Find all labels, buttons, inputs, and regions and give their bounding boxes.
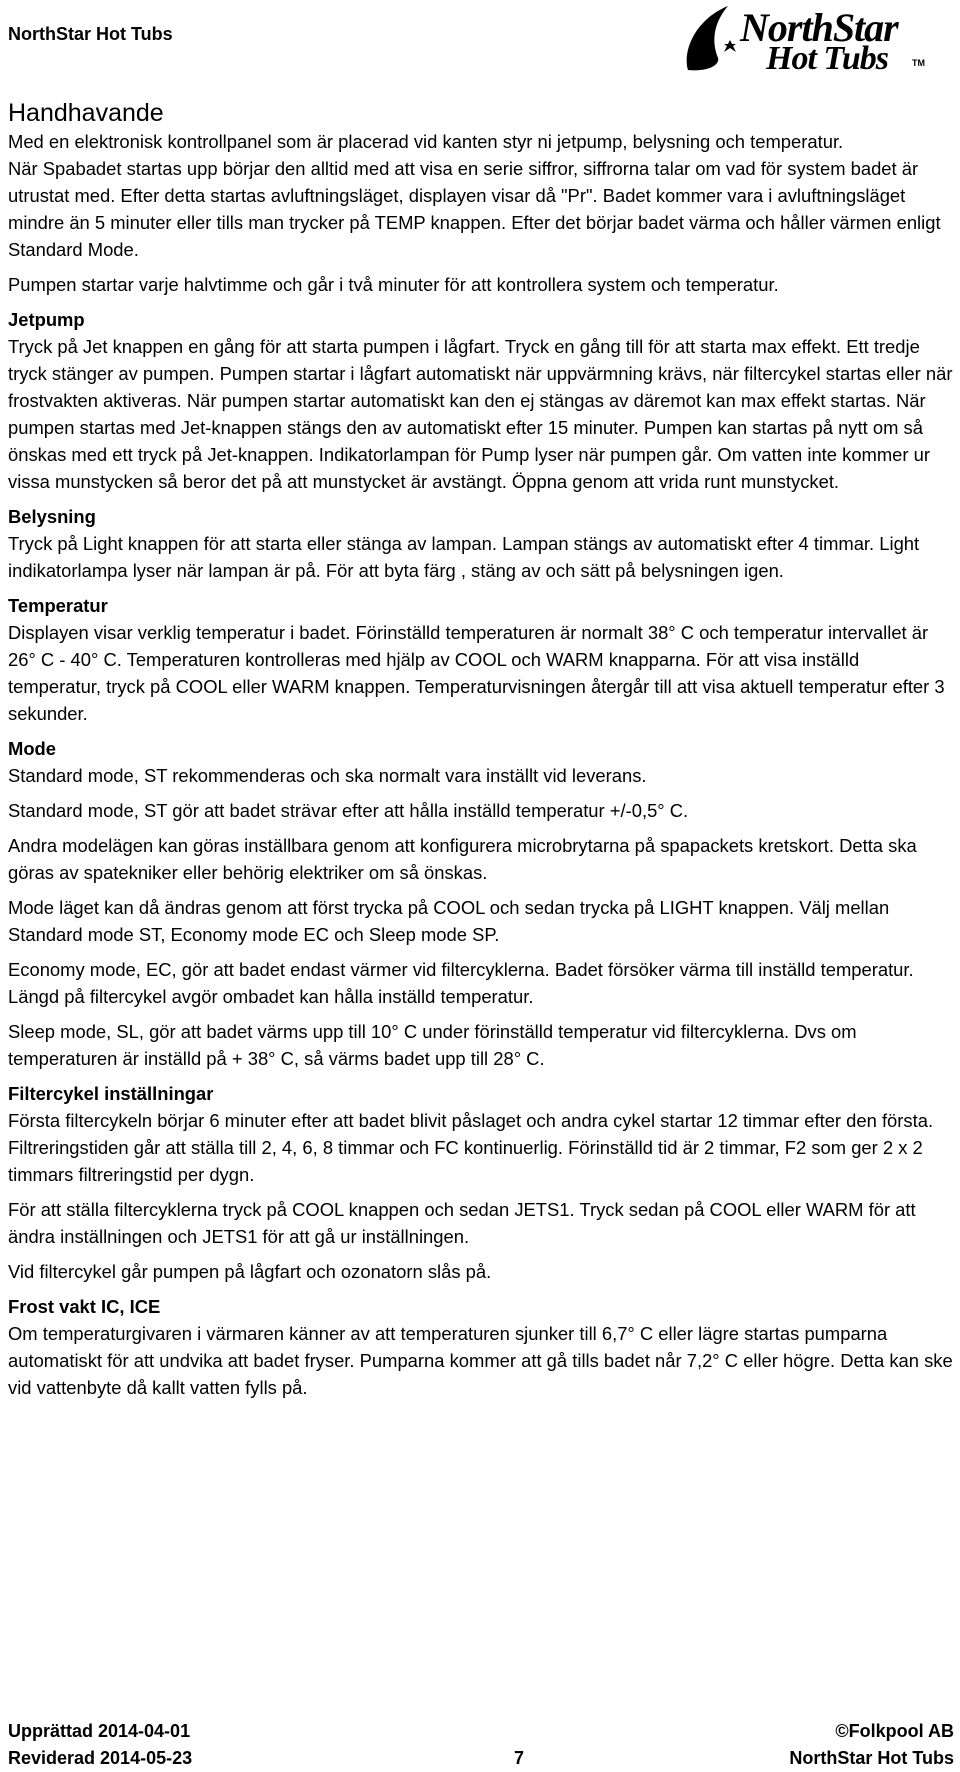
section-paragraph: Tryck på Jet knappen en gång för att starta pumpen i lågfart. Tryck en gång till för att starta max effekt. Ett tredje tryck stänger av pumpen. Pumpen startar i lågfart automatiskt när uppvärmning krävs, när filtercykel startas eller när frostvakten aktiveras. När pumpen startar automatiskt kan den ej stängas av däremot kan max effekt startas. När pumpen startas med Jet-knappen stängs den av automatiskt efter 15 minuter. Pumpen kan startas på nytt om så önskas med ett tryck på Jet-knappen. Indikatorlampan för Pump lyser när pumpen går. Om vatten inte kommer ur vissa munstycken så beror det på att munstycket är avstängt. Öppna genom att vrida runt munstycket.	[8, 336, 953, 492]
section-paragraph: Mode läget kan då ändras genom att först trycka på COOL och sedan trycka på LIGHT knappen. Välj mellan Standard mode ST, Economy mode EC och Sleep mode SP.	[8, 897, 890, 945]
intro-paragraph: När Spabadet startas upp börjar den alltid med att visa en serie siffror, siffrorna talar om vad för system badet är utrustat med. Efter detta startas avluftningsläget, displayen visar då "Pr". Badet kommer vara i avluftningsläget mindre än 5 minuter eller tills man trycker på TEMP knappen. Efter det börjar badet värma och håller värmen enligt Standard Mode.	[8, 158, 941, 260]
section-paragraph: Om temperaturgivaren i värmaren känner av att temperaturen sjunker till 6,7° C eller lägre startas pumparna automatiskt för att undvika att badet fryser. Pumparna kommer att gå tills badet når 7,2° C eller högre. Detta kan ske vid vattenbyte då kallt vatten fylls på.	[8, 1323, 953, 1398]
section-heading-frostvakt: Frost vakt IC, ICE	[8, 1296, 161, 1317]
section-paragraph: Vid filtercykel går pumpen på lågfart och ozonatorn slås på.	[8, 1261, 492, 1282]
section-paragraph: Andra modelägen kan göras inställbara genom att konfigurera microbrytarna på spapackets kretskort. Detta ska göras av spatekniker eller behörig elektriker om så önskas.	[8, 835, 917, 883]
section-paragraph: Standard mode, ST gör att badet strävar efter att hålla inställd temperatur +/-0,5° C.	[8, 800, 689, 821]
header-brand: NorthStar Hot Tubs	[8, 24, 173, 44]
section-heading-jetpump: Jetpump	[8, 309, 85, 330]
footer-copyright: ©Folkpool AB	[835, 1721, 954, 1741]
intro-paragraph: Med en elektronisk kontrollpanel som är placerad vid kanten styr ni jetpump, belysning och temperatur.	[8, 131, 844, 152]
logo-tm: TM	[912, 58, 925, 68]
footer-company: NorthStar Hot Tubs	[789, 1748, 954, 1768]
page-number: 7	[514, 1748, 525, 1768]
section-paragraph: Standard mode, ST rekommenderas och ska normalt vara inställt vid leverans.	[8, 765, 647, 786]
page-footer	[8, 1718, 954, 1772]
section-paragraph: Displayen visar verklig temperatur i badet. Förinställd temperaturen är normalt 38° C och temperatur intervallet är 26° C - 40° C. Temperaturen kontrolleras med hjälp av COOL och WARM knapparna. För att visa inställd temperatur, tryck på COOL eller WARM knappen. Temperaturvisningen återgår till att visa aktuell temperatur efter 3 sekunder.	[8, 622, 945, 724]
section-paragraph: Tryck på Light knappen för att starta eller stänga av lampan. Lampan stängs av automatiskt efter 4 timmar. Light indikatorlampa lyser när lampan är på. För att byta färg , stäng av och sätt på belysningen igen.	[8, 533, 920, 581]
section-heading-filtercykel: Filtercykel inställningar	[8, 1083, 214, 1104]
footer-revised: Reviderad 2014-05-23	[8, 1748, 193, 1768]
section-paragraph: För att ställa filtercyklerna tryck på COOL knappen och sedan JETS1. Tryck sedan på COOL eller WARM för att ändra inställningen och JETS1 för att gå ur inställningen.	[8, 1199, 916, 1247]
section-paragraph: Första filtercykeln börjar 6 minuter efter att badet blivit påslaget och andra cykel startar 12 timmar efter den första. Filtreringstiden går att ställa till 2, 4, 6, 8 timmar och FC kontinuerlig. Förinställd tid är 2 timmar, F2 som ger 2 x 2 timmars filtreringstid per dygn.	[8, 1110, 934, 1185]
footer-created: Upprättad 2014-04-01	[8, 1721, 191, 1741]
intro-paragraph: Pumpen startar varje halvtimme och går i två minuter för att kontrollera system och temperatur.	[8, 274, 779, 295]
section-paragraph: Economy mode, EC, gör att badet endast värmer vid filtercyklerna. Badet försöker värma till inställd temperatur. Längd på filtercykel avgör ombadet kan hålla inställd temperatur.	[8, 959, 914, 1007]
page-title: Handhavande	[8, 99, 164, 127]
logo-line2: Hot Tubs	[766, 40, 889, 77]
logo-line1: NorthStar	[740, 5, 898, 50]
section-heading-belysning: Belysning	[8, 506, 96, 527]
section-paragraph: Sleep mode, SL, gör att badet värms upp till 10° C under förinställd temperatur vid filtercyklerna. Dvs om temperaturen är inställd på + 38° C, så värms badet upp till 28° C.	[8, 1021, 857, 1069]
document-body	[8, 98, 956, 1409]
northstar-logo	[680, 0, 960, 80]
section-heading-mode: Mode	[8, 738, 57, 759]
section-heading-temperatur: Temperatur	[8, 595, 108, 616]
